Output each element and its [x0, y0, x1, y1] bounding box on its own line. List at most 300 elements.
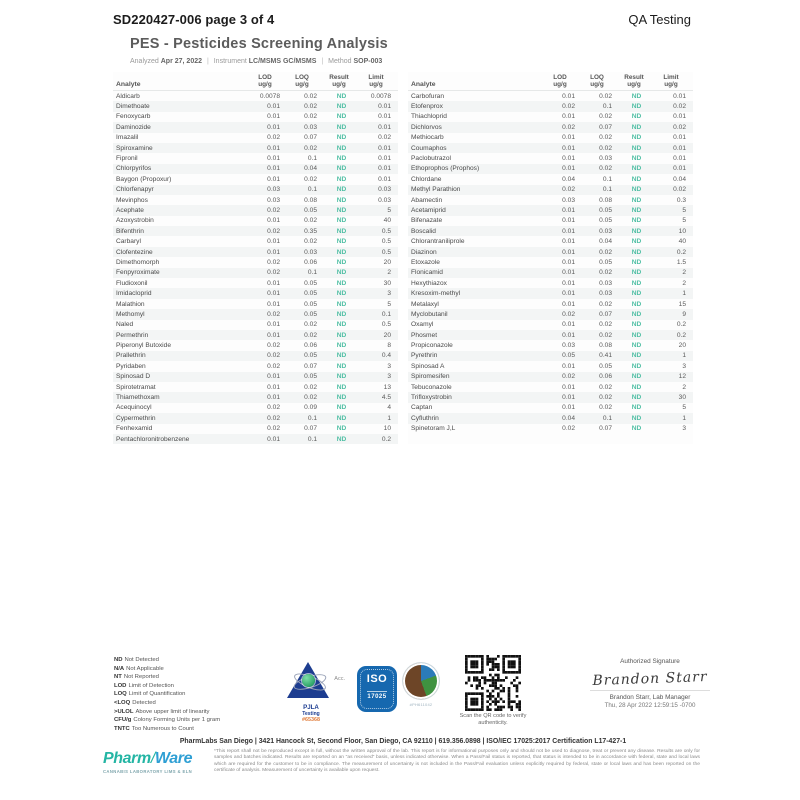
analyte-name: Hexythiazox	[411, 279, 447, 287]
result-value: ND	[336, 373, 347, 381]
legend-item: LOQ Limit of Quantification	[114, 691, 186, 698]
table-row	[408, 288, 693, 298]
loq-value: 0.02	[599, 248, 612, 256]
loq-value: 0.02	[599, 113, 612, 121]
table-row	[408, 112, 693, 122]
lod-value: 0.01	[267, 279, 280, 287]
limit-value: 1.5	[676, 258, 686, 266]
lod-value: 0.04	[562, 175, 575, 183]
result-value: ND	[336, 331, 347, 339]
result-value: ND	[336, 404, 347, 412]
limit-value: 9	[682, 310, 686, 318]
limit-value: 0.01	[673, 155, 686, 163]
lod-value: 0.01	[267, 394, 280, 402]
analyte-name: Myclobutanil	[411, 310, 448, 318]
lod-value: 0.01	[562, 331, 575, 339]
qr-caption: Scan the QR code to verify authenticity.	[459, 713, 527, 726]
analyte-name: Bifenazate	[411, 217, 443, 225]
loq-value: 0.06	[304, 258, 317, 266]
limit-value: 0.5	[381, 238, 391, 246]
limit-value: 0.01	[378, 123, 391, 131]
result-value: ND	[336, 155, 347, 163]
analyte-name: Paclobutrazol	[411, 155, 451, 163]
table-header-row	[113, 72, 398, 91]
analyte-name: Pyrethrin	[411, 352, 438, 360]
loq-value: 0.05	[304, 373, 317, 381]
col-header-limit: Limit ug/g	[368, 74, 384, 88]
table-row	[408, 91, 693, 101]
analyte-name: Boscalid	[411, 227, 436, 235]
limit-value: 5	[682, 206, 686, 214]
result-value: ND	[336, 362, 347, 370]
lod-value: 0.01	[562, 300, 575, 308]
result-value: ND	[631, 404, 642, 412]
analyte-name: Baygon (Propoxur)	[116, 175, 172, 183]
table-row	[408, 174, 693, 184]
limit-value: 4.5	[381, 394, 391, 402]
analyte-name: Piperonyl Butoxide	[116, 342, 171, 350]
table-row	[113, 288, 398, 298]
table-row	[408, 392, 693, 402]
result-value: ND	[336, 269, 347, 277]
limit-value: 20	[383, 258, 391, 266]
analyte-name: Chlorfenapyr	[116, 186, 154, 194]
lod-value: 0.0078	[259, 92, 280, 100]
lod-value: 0.02	[267, 227, 280, 235]
loq-value: 0.03	[304, 123, 317, 131]
lod-value: 0.02	[562, 425, 575, 433]
pjla-accreditation-logo	[272, 660, 350, 724]
limit-value: 20	[383, 331, 391, 339]
table-row	[408, 226, 693, 236]
result-value: ND	[631, 300, 642, 308]
lod-value: 0.01	[267, 123, 280, 131]
loq-value: 0.07	[304, 362, 317, 370]
result-value: ND	[336, 248, 347, 256]
iso-number: 17025	[367, 691, 386, 700]
loq-value: 0.02	[599, 331, 612, 339]
loq-value: 0.02	[599, 134, 612, 142]
analyte-name: Pyridaben	[116, 362, 146, 370]
table-row	[408, 101, 693, 111]
loq-value: 0.05	[304, 310, 317, 318]
limit-value: 0.02	[673, 103, 686, 111]
loq-value: 0.1	[602, 186, 612, 194]
loq-value: 0.1	[307, 186, 317, 194]
table-header-row	[408, 72, 693, 91]
loq-value: 0.08	[304, 196, 317, 204]
analyte-name: Oxamyl	[411, 321, 434, 329]
table-row	[408, 372, 693, 382]
license-number: #PH611042	[409, 702, 433, 707]
result-value: ND	[631, 321, 642, 329]
analyte-name: Prallethrin	[116, 352, 146, 360]
result-value: ND	[631, 394, 642, 402]
loq-value: 0.06	[599, 373, 612, 381]
limit-value: 2	[682, 383, 686, 391]
legend-item: <LOQ Detected	[114, 699, 156, 706]
loq-value: 0.05	[599, 362, 612, 370]
loq-value: 0.03	[599, 279, 612, 287]
result-value: ND	[336, 394, 347, 402]
lod-value: 0.01	[267, 165, 280, 173]
pjla-accreditation-number: #65368	[302, 717, 320, 723]
table-row	[408, 299, 693, 309]
result-value: ND	[336, 144, 347, 152]
table-row	[113, 257, 398, 267]
loq-value: 0.02	[304, 103, 317, 111]
lod-value: 0.02	[562, 373, 575, 381]
analyte-name: Kresoxim-methyl	[411, 290, 461, 298]
table-row	[408, 424, 693, 434]
limit-value: 10	[678, 227, 686, 235]
pjla-triangle-icon	[281, 660, 345, 702]
result-value: ND	[336, 310, 347, 318]
analyte-name: Fipronil	[116, 155, 138, 163]
limit-value: 0.01	[378, 113, 391, 121]
result-value: ND	[336, 383, 347, 391]
analysis-meta	[130, 58, 382, 65]
analyzed-label: Analyzed	[130, 58, 159, 65]
loq-value: 0.35	[304, 227, 317, 235]
analyte-name: Permethrin	[116, 331, 149, 339]
col-header-loq: LOQ ug/g	[590, 74, 604, 88]
instrument-value: LC/MSMS GC/MSMS	[248, 58, 317, 65]
table-row	[408, 382, 693, 392]
lod-value: 0.01	[562, 321, 575, 329]
limit-value: 0.2	[676, 248, 686, 256]
result-value: ND	[336, 206, 347, 214]
result-value: ND	[631, 103, 642, 111]
table-row	[113, 413, 398, 423]
loq-value: 0.07	[599, 425, 612, 433]
lod-value: 0.01	[267, 300, 280, 308]
loq-value: 0.02	[599, 269, 612, 277]
limit-value: 3	[387, 290, 391, 298]
analyte-name: Naled	[116, 321, 134, 329]
table-row	[408, 133, 693, 143]
analyte-name: Trifloxystrobin	[411, 394, 452, 402]
result-value: ND	[336, 92, 347, 100]
signature-rule	[590, 690, 710, 691]
abbreviations-legend	[114, 656, 274, 733]
table-row	[408, 195, 693, 205]
analyte-name: Carbofuran	[411, 92, 444, 100]
analyte-name: Chlorpyrifos	[116, 165, 152, 173]
signature-script: Brandon Starr	[592, 668, 708, 690]
table-row	[408, 309, 693, 319]
table-row	[408, 278, 693, 288]
limit-value: 2	[682, 269, 686, 277]
lod-value: 0.05	[562, 352, 575, 360]
loq-value: 0.02	[304, 144, 317, 152]
result-value: ND	[631, 269, 642, 277]
pjla-acc-label: Acc.	[334, 676, 345, 682]
lab-address-line: PharmLabs San Diego | 3421 Hancock St, Second Floor, San Diego, CA 92110 | 619.356.0898 | ISO/IEC 17025:2017 Certification L17-427-1	[179, 738, 627, 745]
table-body	[408, 91, 693, 434]
report-id: SD220427-006 page 3 of 4	[113, 12, 275, 27]
lod-value: 0.03	[562, 196, 575, 204]
loq-value: 0.05	[599, 206, 612, 214]
pesticides-results-tables	[113, 72, 693, 444]
table-row	[408, 143, 693, 153]
result-value: ND	[631, 279, 642, 287]
limit-value: 1	[682, 290, 686, 298]
analyte-name: Clofentezine	[116, 248, 153, 256]
pjla-name: PJLA	[303, 704, 319, 711]
legend-item: NT Not Reported	[114, 674, 159, 681]
pesticides-table-right	[408, 72, 693, 444]
analyte-name: Carbaryl	[116, 238, 141, 246]
col-header-result: Result ug/g	[329, 74, 349, 88]
limit-value: 8	[387, 342, 391, 350]
result-value: ND	[336, 414, 347, 422]
limit-value: 0.01	[673, 165, 686, 173]
analyte-name: Tebuconazole	[411, 383, 452, 391]
lod-value: 0.02	[267, 362, 280, 370]
limit-value: 0.02	[378, 134, 391, 142]
loq-value: 0.02	[304, 321, 317, 329]
limit-value: 0.01	[673, 113, 686, 121]
limit-value: 13	[383, 383, 391, 391]
lod-value: 0.01	[267, 144, 280, 152]
loq-value: 0.02	[304, 331, 317, 339]
table-row	[408, 247, 693, 257]
lod-value: 0.01	[562, 269, 575, 277]
result-value: ND	[631, 373, 642, 381]
result-value: ND	[631, 383, 642, 391]
table-row	[113, 236, 398, 246]
lod-value: 0.01	[562, 290, 575, 298]
legend-item: TNTC Too Numerous to Count	[114, 725, 194, 732]
analyzed-value: Apr 27, 2022	[160, 58, 202, 65]
loq-value: 0.05	[599, 258, 612, 266]
analyte-name: Fludioxonil	[116, 279, 148, 287]
result-value: ND	[336, 300, 347, 308]
result-value: ND	[336, 134, 347, 142]
table-row	[113, 247, 398, 257]
limit-value: 12	[678, 373, 686, 381]
pesticides-table-left	[113, 72, 398, 444]
lod-value: 0.03	[562, 342, 575, 350]
lod-value: 0.04	[562, 414, 575, 422]
table-row	[113, 185, 398, 195]
loq-value: 0.02	[304, 383, 317, 391]
lod-value: 0.02	[562, 186, 575, 194]
result-value: ND	[631, 155, 642, 163]
loq-value: 0.08	[599, 196, 612, 204]
result-value: ND	[631, 134, 642, 142]
table-row	[408, 153, 693, 163]
loq-value: 0.1	[602, 175, 612, 183]
result-value: ND	[631, 238, 642, 246]
limit-value: 30	[678, 394, 686, 402]
table-row	[113, 101, 398, 111]
atom-icon	[302, 674, 315, 687]
table-row	[113, 91, 398, 101]
qr-block	[457, 655, 529, 727]
result-value: ND	[336, 279, 347, 287]
signature-block	[570, 658, 730, 710]
limit-value: 0.03	[378, 196, 391, 204]
lod-value: 0.03	[267, 196, 280, 204]
limit-value: 1	[682, 414, 686, 422]
analyte-name: Chlordane	[411, 175, 442, 183]
legend-item: >ULOL Above upper limit of linearity	[114, 708, 210, 715]
loq-value: 0.03	[599, 290, 612, 298]
result-value: ND	[336, 227, 347, 235]
lod-value: 0.01	[562, 92, 575, 100]
analyte-name: Acephate	[116, 206, 144, 214]
analyte-name: Captan	[411, 404, 433, 412]
analyte-name: Acetamiprid	[411, 206, 446, 214]
lod-value: 0.01	[267, 290, 280, 298]
table-row	[113, 382, 398, 392]
result-value: ND	[336, 175, 347, 183]
state-accreditation-logo	[401, 663, 441, 707]
analyte-name: Spinosad A	[411, 362, 445, 370]
loq-value: 0.03	[599, 227, 612, 235]
loq-value: 0.09	[304, 404, 317, 412]
limit-value: 1	[682, 352, 686, 360]
result-value: ND	[631, 310, 642, 318]
col-header-limit: Limit ug/g	[663, 74, 679, 88]
lod-value: 0.02	[267, 134, 280, 142]
analyte-name: Thiachloprid	[411, 113, 447, 121]
iso-word: ISO	[366, 673, 388, 685]
result-value: ND	[631, 217, 642, 225]
analyte-name: Cypermethrin	[116, 414, 156, 422]
table-row	[113, 392, 398, 402]
signature-label: Authorized Signature	[620, 658, 680, 665]
lod-value: 0.02	[267, 269, 280, 277]
loq-value: 0.02	[599, 300, 612, 308]
table-row	[408, 330, 693, 340]
result-value: ND	[631, 342, 642, 350]
limit-value: 0.1	[381, 310, 391, 318]
result-value: ND	[631, 425, 642, 433]
table-row	[113, 299, 398, 309]
analyte-name: Bifenthrin	[116, 227, 144, 235]
table-row	[113, 340, 398, 350]
analyte-name: Dimethomorph	[116, 258, 160, 266]
result-value: ND	[631, 331, 642, 339]
loq-value: 0.02	[599, 165, 612, 173]
limit-value: 0.2	[676, 321, 686, 329]
lod-value: 0.01	[562, 279, 575, 287]
analyte-name: Abamectin	[411, 196, 443, 204]
analyte-name: Spiroxamine	[116, 144, 153, 152]
limit-value: 0.01	[378, 175, 391, 183]
table-row	[408, 413, 693, 423]
result-value: ND	[336, 113, 347, 121]
result-value: ND	[631, 196, 642, 204]
table-row	[408, 164, 693, 174]
table-row	[113, 403, 398, 413]
analyte-name: Spinetoram J,L	[411, 425, 456, 433]
loq-value: 0.05	[304, 352, 317, 360]
col-header-analyte: Analyte	[411, 81, 436, 88]
result-value: ND	[336, 342, 347, 350]
table-row	[408, 236, 693, 246]
loq-value: 0.05	[304, 300, 317, 308]
method-value: SOP-003	[353, 58, 383, 65]
limit-value: 5	[682, 404, 686, 412]
result-value: ND	[631, 227, 642, 235]
lod-value: 0.01	[267, 155, 280, 163]
lod-value: 0.01	[267, 175, 280, 183]
table-row	[408, 340, 693, 350]
analyte-name: Malathion	[116, 300, 145, 308]
lod-value: 0.01	[267, 238, 280, 246]
limit-value: 0.02	[673, 186, 686, 194]
result-value: ND	[336, 321, 347, 329]
pharmware-logo	[103, 750, 208, 774]
loq-value: 0.1	[307, 155, 317, 163]
result-value: ND	[631, 113, 642, 121]
result-value: ND	[631, 92, 642, 100]
loq-value: 0.05	[599, 217, 612, 225]
limit-value: 3	[682, 425, 686, 433]
result-value: ND	[336, 103, 347, 111]
signature-datetime: Thu, 28 Apr 2022 12:59:15 -0700	[604, 702, 696, 709]
limit-value: 0.01	[378, 165, 391, 173]
lod-value: 0.01	[267, 321, 280, 329]
eco-circle-icon	[403, 663, 439, 699]
page-header	[113, 12, 691, 27]
loq-value: 0.03	[304, 248, 317, 256]
table-row	[113, 309, 398, 319]
limit-value: 0.01	[378, 103, 391, 111]
loq-value: 0.02	[304, 113, 317, 121]
limit-value: 0.02	[673, 123, 686, 131]
limit-value: 4	[387, 404, 391, 412]
table-row	[408, 351, 693, 361]
limit-value: 1	[387, 414, 391, 422]
result-value: ND	[336, 217, 347, 225]
lod-value: 0.01	[267, 248, 280, 256]
analyte-name: Aldicarb	[116, 92, 140, 100]
table-row	[113, 278, 398, 288]
table-row	[113, 153, 398, 163]
analyte-name: Etofenprox	[411, 103, 443, 111]
loq-value: 0.05	[304, 279, 317, 287]
table-row	[113, 361, 398, 371]
disclaimer-text: *This report shall not be reproduced except in full, without the written approval of the lab. This report is for informational purposes only and should not be used to diagnose, treat or prevent any disease. Results are only for samples and batches indicated. Results are reported on an "as received" basis, unless indicated otherwise. When a Pass/Fail status is reported, that status is intended to be in accordance with federal, state and local laws which are required for the customer to be in compliance. The measurement of uncertainty is not included in the Pass/Fail evaluation unless explicitly required by federal, state or local laws and has been reported on the certificate of analysis. Measurement of uncertainty is available upon request.	[214, 749, 700, 774]
pjla-sub-label: Testing	[302, 711, 320, 717]
result-value: ND	[336, 186, 347, 194]
analyte-name: Chlorantraniliprole	[411, 238, 465, 246]
lod-value: 0.01	[267, 383, 280, 391]
analyte-name: Imidacloprid	[116, 290, 152, 298]
analyte-name: Daminozide	[116, 123, 151, 131]
result-value: ND	[631, 186, 642, 194]
analyte-name: Spinosad D	[116, 373, 151, 381]
table-row	[113, 424, 398, 434]
analyte-name: Propiconazole	[411, 342, 453, 350]
result-value: ND	[336, 123, 347, 131]
limit-value: 30	[383, 279, 391, 287]
limit-value: 5	[387, 300, 391, 308]
lod-value: 0.02	[267, 310, 280, 318]
col-header-lod: LOD ug/g	[258, 74, 272, 88]
lod-value: 0.01	[267, 373, 280, 381]
limit-value: 5	[387, 206, 391, 214]
lod-value: 0.01	[562, 165, 575, 173]
lod-value: 0.02	[562, 123, 575, 131]
result-value: ND	[631, 290, 642, 298]
analyte-name: Azoxystrobin	[116, 217, 154, 225]
